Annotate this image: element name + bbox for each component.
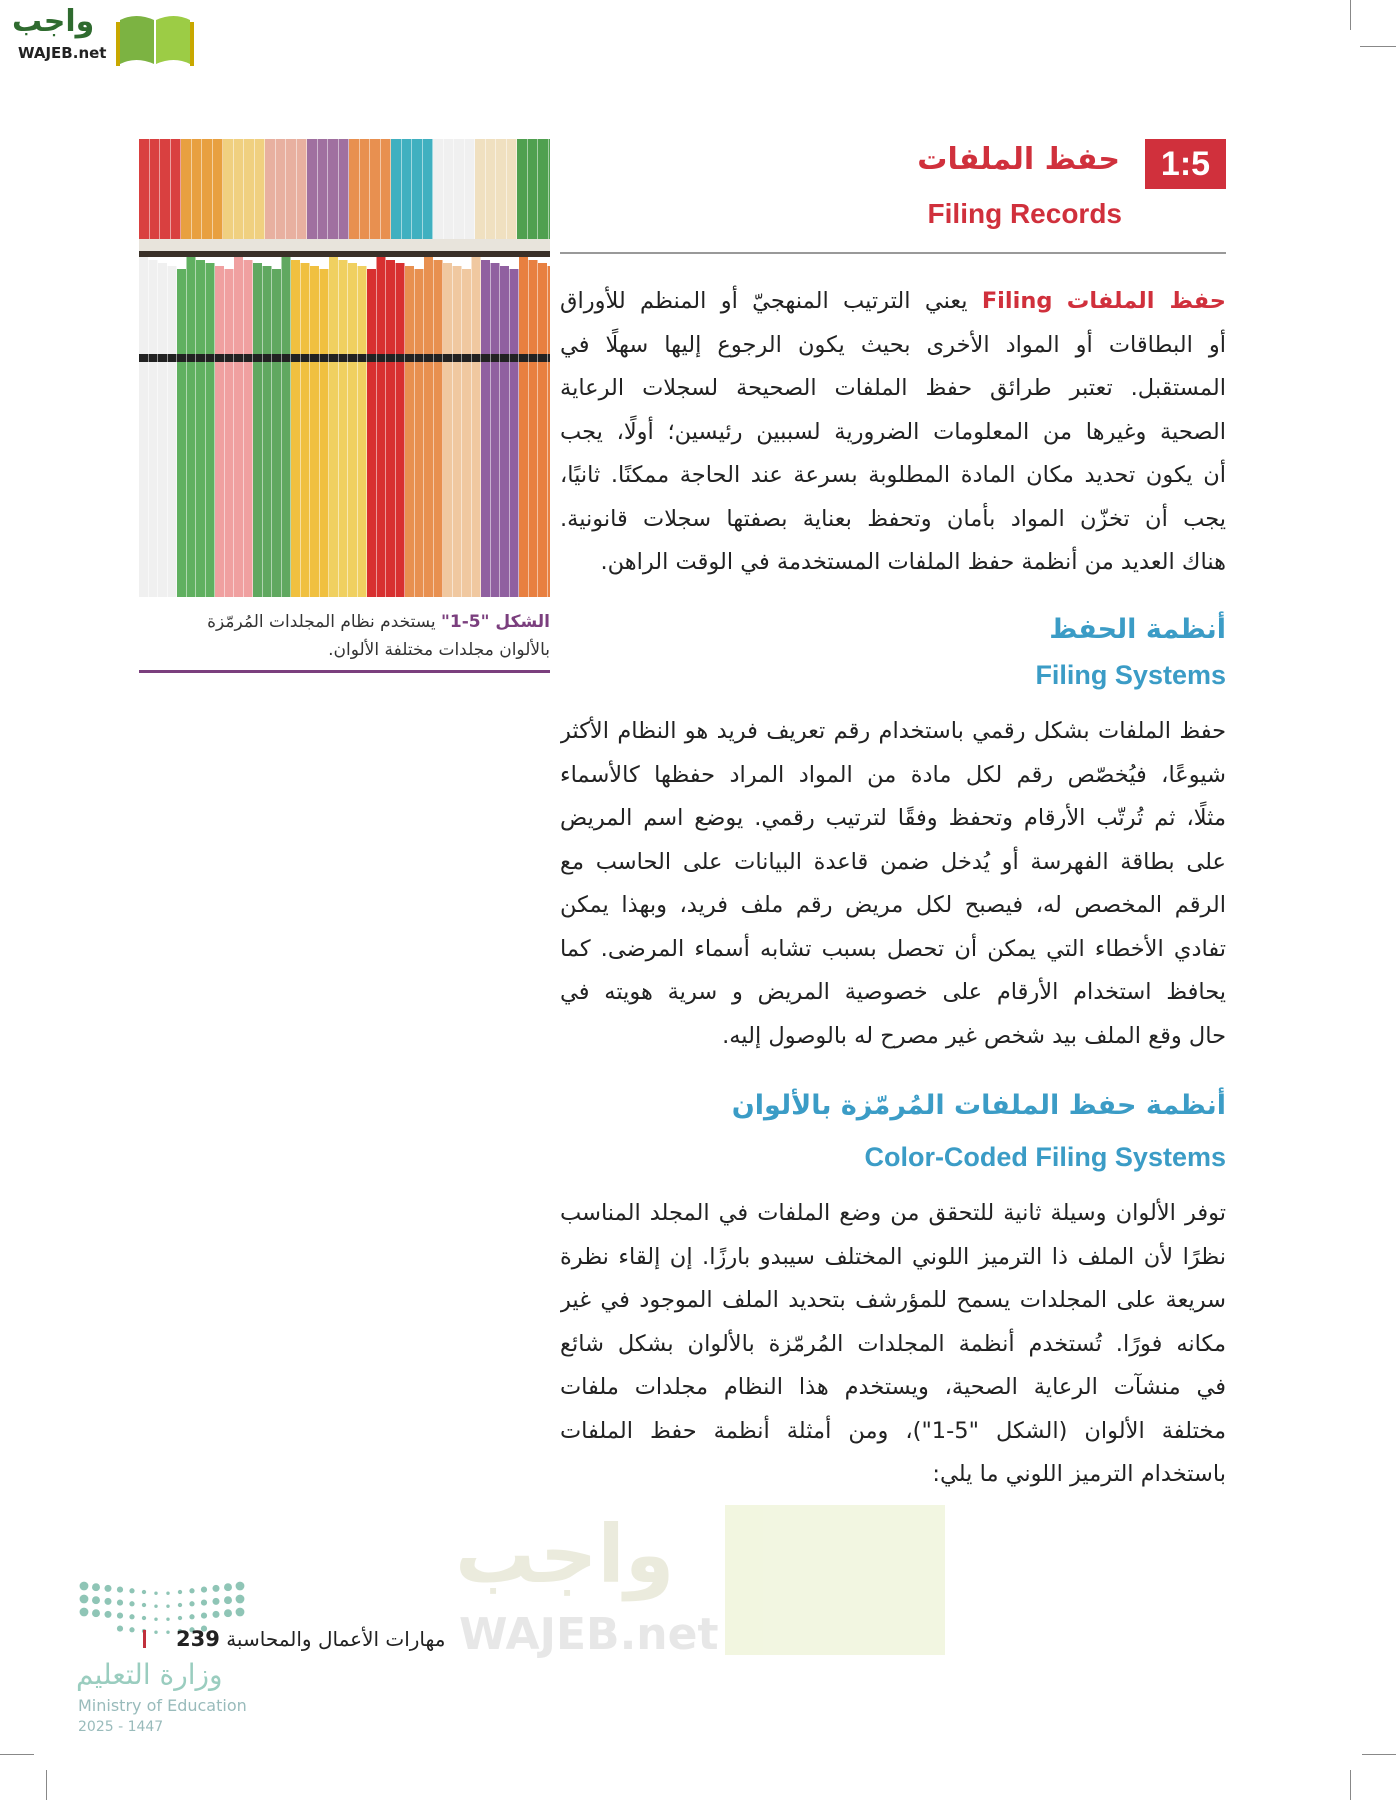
filing-systems-paragraph [560,710,1226,1058]
dot [129,1614,134,1619]
folder [320,269,329,597]
folder [339,260,348,597]
folder [297,139,307,239]
folder-stripe [310,354,319,362]
logo-english: WAJEB.net [18,44,107,62]
folder-stripe [386,354,395,362]
folder [510,269,519,597]
folder-stripe [500,354,509,362]
dot [80,1582,89,1591]
folder [168,266,177,597]
folder [481,260,490,597]
dot [178,1590,182,1594]
folder [213,139,223,239]
folder [150,139,160,239]
dot [129,1588,134,1593]
folder [215,266,224,597]
folder [360,139,370,239]
dot [92,1609,100,1617]
folder [405,266,414,597]
folder [548,266,551,597]
folder [507,139,517,239]
folder [158,263,167,597]
section-title-arabic: حفظ الملفات [917,142,1120,177]
dot [154,1630,157,1633]
folder [391,139,401,239]
folder [196,260,205,597]
folder [348,263,357,597]
folder-stripe [481,354,490,362]
dot [104,1611,111,1618]
folder-stripe [225,354,234,362]
ministry-logo [74,1580,254,1750]
folder-stripe [139,354,148,362]
folder [263,266,272,597]
text-line: شيوعًا، فيُخصّص رقم لكل مادة من المواد المراد حفظها كالأسماء [560,761,1226,788]
text-line: حفظ الملفات بشكل رقمي باستخدام رقم تعريف فريد هو النظام الأكثر [560,718,1226,744]
dot [117,1613,123,1619]
folder [234,257,243,597]
page-number-divider [143,1630,146,1648]
dot [92,1583,100,1591]
text-line: تفادي الأخطاء التي يمكن أن تحصل بسبب تشابه أسماء المرضى. كما [560,935,1226,962]
folder [282,257,291,597]
folder [318,139,328,239]
folder [276,139,286,239]
term-english: Filing [981,288,1053,314]
folder [301,263,310,597]
dot [80,1595,89,1604]
folder [465,139,475,239]
folder [192,139,202,239]
folder [244,139,254,239]
dot [212,1585,219,1592]
folder-stripe [519,354,528,362]
folder-stripe [377,354,386,362]
folder [433,139,443,239]
watermark-english: WAJEB.net [459,1609,719,1660]
folder [538,263,547,597]
folder [139,139,149,239]
caption-divider [139,670,550,673]
folder-stripe [348,354,357,362]
dot [178,1603,182,1607]
page-footer [176,1626,445,1652]
dot [104,1598,111,1605]
term-arabic: حفظ الملفات [1066,288,1226,314]
folder [462,269,471,597]
text-line: توفر الألوان وسيلة ثانية للتحقق من وضع الملفات في المجلد المناسب [560,1200,1226,1226]
folder [443,263,452,597]
dot [178,1616,182,1620]
text-line: هناك العديد من أنظمة حفظ الملفات المستخدمة في الوقت الراهن. [600,549,1226,575]
folder [444,139,454,239]
text-line: مكانه فورًا. تُستخدم أنظمة المجلدات المُرمّزة بالألوان بشكل شائع [560,1330,1226,1357]
dot [212,1611,219,1618]
folder [412,139,422,239]
folder [453,266,462,597]
folder [139,257,148,597]
book-title: مهارات الأعمال والمحاسبة [226,1627,446,1651]
page-number: 239 [176,1627,220,1651]
ministry-year: 2025 - 1447 [78,1719,164,1735]
folder [349,139,359,239]
dot [189,1601,194,1606]
book-icon [116,10,194,66]
crop-mark [46,1770,47,1800]
folder [223,139,233,239]
dot [154,1591,157,1594]
wajeb-logo[interactable] [8,4,193,68]
dot [80,1608,89,1617]
dot [117,1626,123,1632]
dot [189,1588,194,1593]
folder [367,269,376,597]
folder-stripe [215,354,224,362]
dot [166,1604,169,1607]
folder [472,257,481,597]
folder-stripe [472,354,481,362]
folder [496,139,506,239]
dot [236,1595,245,1604]
dot [201,1587,207,1593]
dot [129,1627,134,1632]
folder [434,260,443,597]
dot [166,1630,169,1633]
ministry-english: Ministry of Education [78,1696,247,1715]
folder-stripe [329,354,338,362]
folder [286,139,296,239]
folder-stripe [168,354,177,362]
folder [225,269,234,597]
dot [201,1613,207,1619]
section-divider [560,252,1226,254]
dot [142,1616,146,1620]
dot [201,1600,207,1606]
crop-mark [0,1754,34,1755]
folder [149,260,158,597]
folder-stripe [424,354,433,362]
dot [92,1596,100,1604]
folder-stripe [272,354,281,362]
folder [181,139,191,239]
folder [339,139,349,239]
dot [166,1617,169,1620]
folder [529,260,538,597]
filing-systems-title-arabic: أنظمة الحفظ [1049,614,1226,645]
dot [154,1617,157,1620]
folder-stripe [462,354,471,362]
folder [358,266,367,597]
text-line: المستقبل. تعتبر طرائق حفظ الملفات الصحيحة لسجلات الرعاية [560,375,1226,401]
folder [402,139,412,239]
folder [549,139,551,239]
intro-paragraph [560,280,1226,585]
folder-stripe [434,354,443,362]
crop-mark [1360,46,1396,47]
folder [370,139,380,239]
folder [187,257,196,597]
watermark-arabic: واجب [455,1508,675,1601]
folder [528,139,538,239]
folder [291,260,300,597]
folder [377,257,386,597]
folder-stripe [548,354,551,362]
dot [224,1609,232,1617]
folder-stripe [291,354,300,362]
folder [486,139,496,239]
folder-stripe [301,354,310,362]
folder-stripe [253,354,262,362]
folder [202,139,212,239]
dot [236,1608,245,1617]
filing-systems-title-english: Filing Systems [1035,660,1226,690]
figure-label: الشكل "5-1" [441,612,550,632]
folder [491,263,500,597]
folder-stripe [263,354,272,362]
section-number-badge: 1:5 [1145,139,1226,189]
text-line: يعني الترتيب المنهجيّ أو المنظم للأوراق [560,288,968,314]
crop-mark [1350,1770,1351,1800]
dot [129,1601,134,1606]
folder-stripe [320,354,329,362]
folder [396,263,405,597]
folder-stripe [158,354,167,362]
folder-stripe [405,354,414,362]
folder-stripe [177,354,186,362]
text-line: نظرًا لأن الملف ذا الترميز اللوني المختلف سيبدو بارزًا. إن إلقاء نظرة [560,1243,1226,1270]
text-line: أو البطاقات أو المواد الأخرى بحيث يكون الرجوع إليها سهلًا في [560,331,1226,358]
folder-stripe [453,354,462,362]
folder-stripe [538,354,547,362]
crop-mark [1362,1754,1396,1755]
color-coded-title-arabic: أنظمة حفظ الملفات المُرمّزة بالألوان [731,1090,1226,1121]
folder [454,139,464,239]
text-line: أن يكون تحديد مكان المادة المطلوبة بسرعة عند الحاجة ممكنًا. ثانيًا، [560,462,1226,488]
logo-arabic: واجب [12,4,95,39]
folder [328,139,338,239]
folder [329,257,338,597]
folder-stripe [282,354,291,362]
folder-stripe [396,354,405,362]
watermark [455,1505,955,1665]
dot [224,1583,232,1591]
folder-stripe [358,354,367,362]
text-line: الصحية وغيرها من المعلومات الضرورية لسببين رئيسين؛ أولًا، يجب [560,418,1226,445]
folder [424,257,433,597]
folder-stripe [510,354,519,362]
folder [519,257,528,597]
folder [538,139,548,239]
color-coded-paragraph [560,1192,1226,1497]
folder-stripe [367,354,376,362]
dot [166,1591,169,1594]
figure-caption [139,608,550,664]
folder [253,263,262,597]
folder-stripe [443,354,452,362]
folder [234,139,244,239]
folder-stripe [339,354,348,362]
dot [154,1604,157,1607]
text-line: في منشآت الرعاية الصحية، ويستخدم هذا النظام مجلدات ملفات [560,1374,1226,1400]
filing-folders-photo [139,139,550,597]
text-line: يجب أن تخزّن المواد بأمان وتحفظ بعناية بصفتها سجلات قانونية. [560,505,1226,532]
dot [189,1614,194,1619]
folder [177,269,186,597]
folder [244,260,253,597]
folder [206,263,215,597]
folder [255,139,265,239]
caption-text: يستخدم نظام المجلدات المُرمّزة [207,612,436,632]
folder [517,139,527,239]
dot [142,1590,146,1594]
folder-stripe [415,354,424,362]
color-coded-title-english: Color-Coded Filing Systems [864,1142,1226,1172]
folder-stripe [187,354,196,362]
dot [212,1598,219,1605]
folder [307,139,317,239]
text-line: الرقم المخصص له، فيصبح لكل مريض رقم ملف فريد، وبهذا يمكن [560,892,1226,918]
text-line: سريعة على المجلدات يسمح للمؤرشف بتحديد الملف الموجود في غير [560,1287,1226,1313]
section-title-english: Filing Records [927,198,1122,229]
dot [236,1582,245,1591]
text-line: مثلًا، ثم تُرتّب الأرقام وتحفظ وفقًا لترتيب رقمي. يوضع اسم المريض [560,805,1226,831]
folder [160,139,170,239]
folder [381,139,391,239]
folder [386,260,395,597]
folder [415,269,424,597]
folder-stripe [244,354,253,362]
dot [104,1585,111,1592]
folder [171,139,181,239]
folder [500,266,509,597]
folder-stripe [234,354,243,362]
dot [117,1587,123,1593]
folder-stripe [196,354,205,362]
dot [117,1600,123,1606]
folder [272,269,281,597]
text-line: مختلفة الألوان (الشكل "5-1")، ومن أمثلة أنظمة حفظ الملفات [560,1417,1226,1444]
folder-stripe [206,354,215,362]
folder [423,139,433,239]
dot [142,1603,146,1607]
crop-mark [1350,0,1351,30]
folder-stripe [149,354,158,362]
text-line: يحافظ استخدام الأرقام على خصوصية المريض و سرية هويته في [560,979,1226,1005]
folder [265,139,275,239]
dot [224,1596,232,1604]
folder [475,139,485,239]
folder-stripe [529,354,538,362]
text-line: على بطاقة الفهرسة أو يُدخل ضمن قاعدة البيانات على الحاسب مع [560,848,1226,875]
text-line: باستخدام الترميز اللوني ما يلي: [932,1461,1226,1487]
folder [310,266,319,597]
ministry-arabic: وزارة التعليم [76,1658,223,1691]
caption-text: بالألوان مجلدات مختلفة الألوان. [328,640,550,660]
folder-stripe [491,354,500,362]
text-line: حال وقع الملف بيد شخص غير مصرح له بالوصول إليه. [722,1022,1226,1049]
